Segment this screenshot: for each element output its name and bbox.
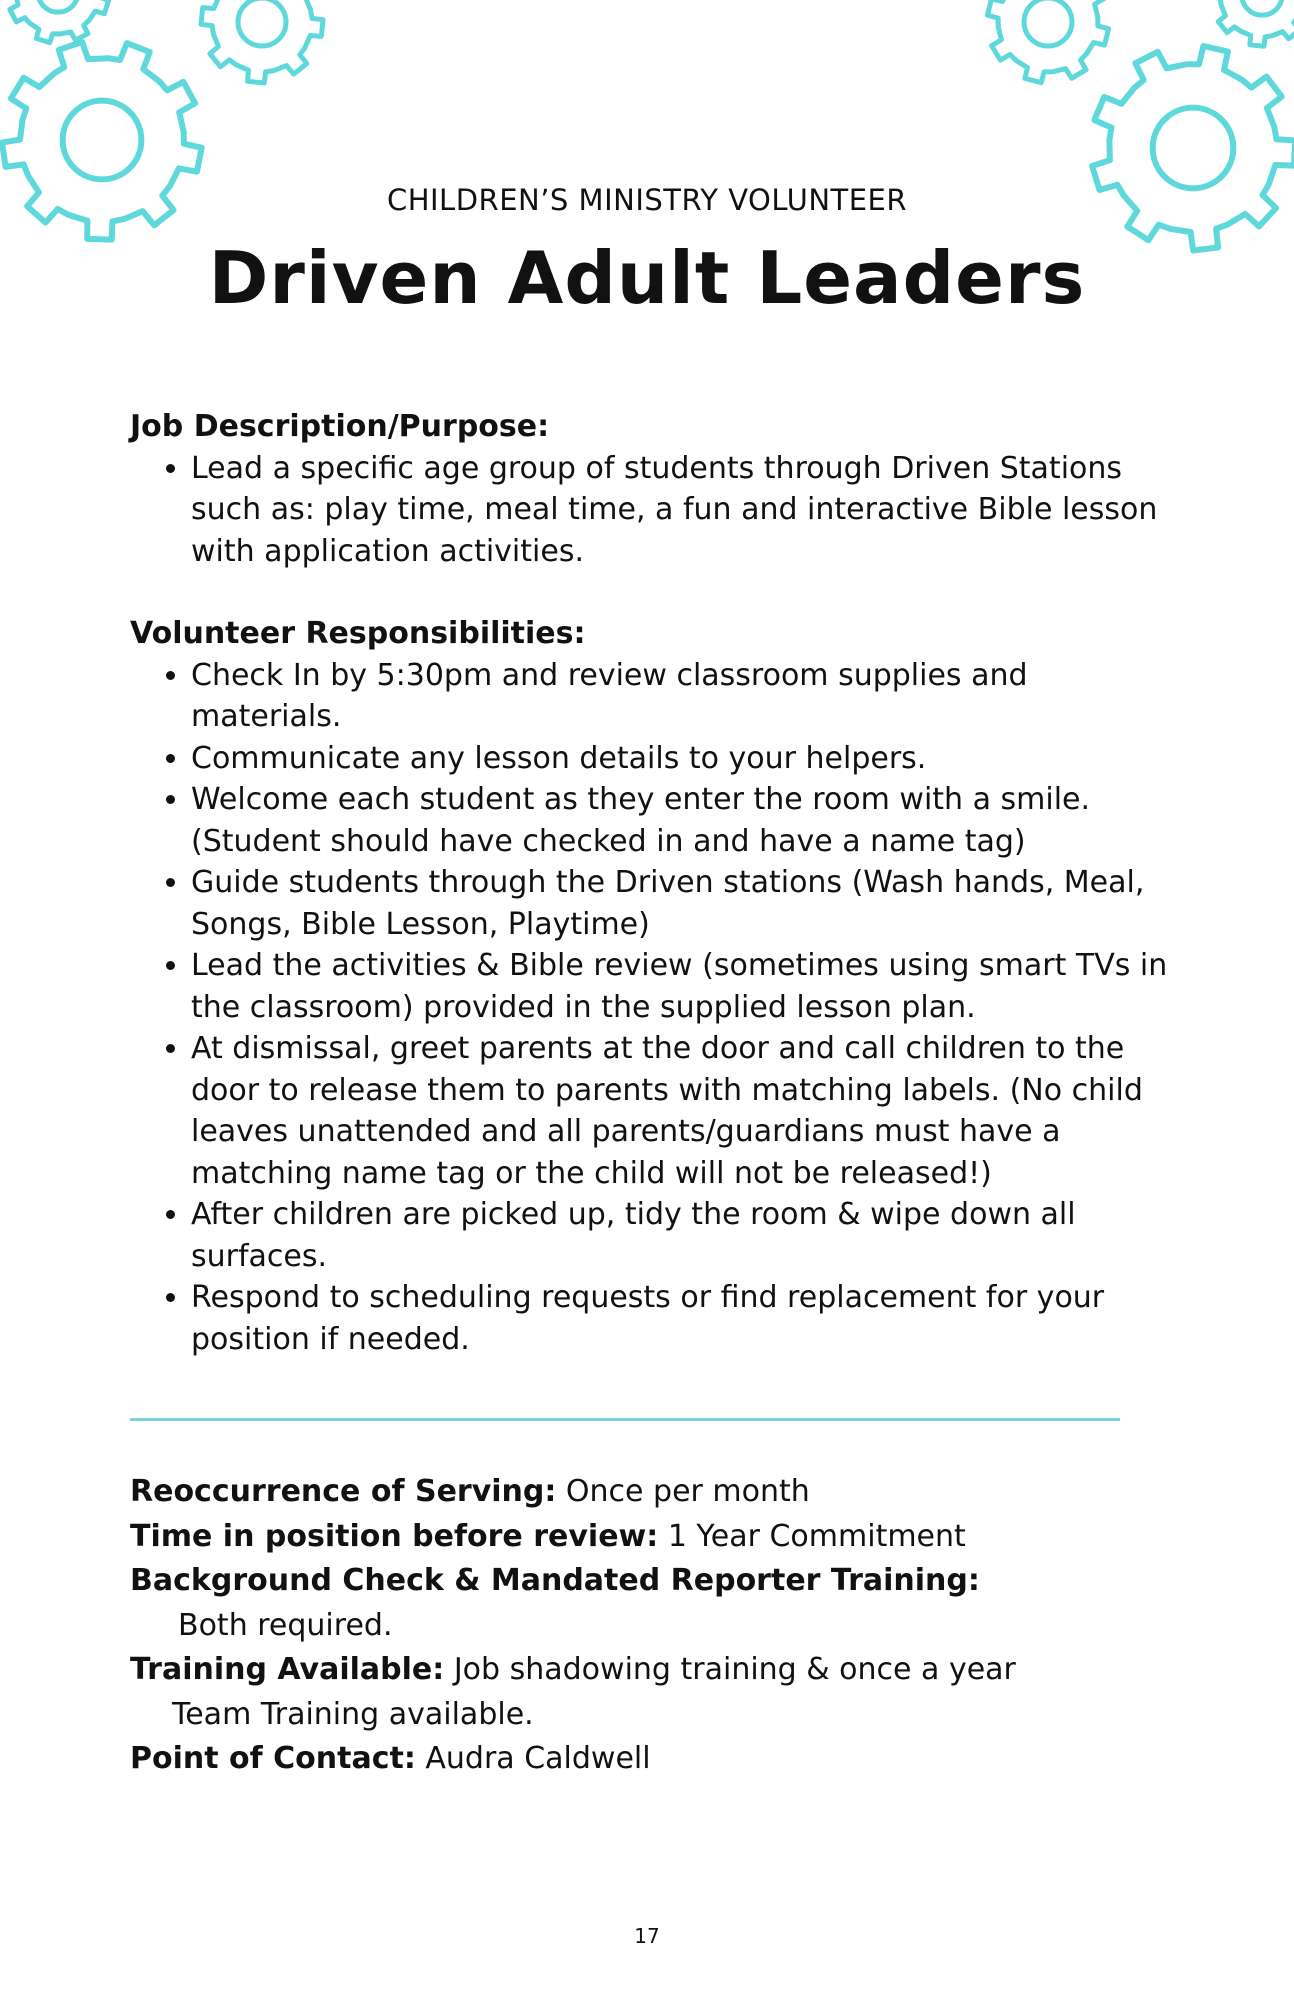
section-divider (130, 1418, 1120, 1421)
job-description-list (130, 448, 1170, 573)
details-section (130, 1470, 1016, 1782)
list-item: • Lead the activities & Bible review (sometimes using smart TVs in the classroom) provided in the supplied lesson plan. (191, 945, 1170, 1028)
training-label: Training Available: (130, 1652, 445, 1687)
review-row (130, 1515, 1016, 1560)
list-item: • At dismissal, greet parents at the door and call children to the door to release them to parents with matching labels. (No child leaves unattended and all parents/guardians must have a matching name tag or the child will not be released!) (191, 1028, 1170, 1194)
reoccurrence-value: Once per month (565, 1474, 810, 1509)
responsibilities-heading: Volunteer Responsibilities: (130, 616, 586, 651)
background-label: Background Check & Mandated Reporter Training: (130, 1563, 980, 1598)
responsibilities-list (130, 655, 1170, 1361)
gear-icon (201, 0, 323, 83)
background-value: Both required. (178, 1607, 393, 1643)
page-title: Driven Adult Leaders (208, 236, 1086, 320)
list-item: • Guide students through the Driven stations (Wash hands, Meal, Songs, Bible Lesson, Playtime) (191, 862, 1170, 945)
contact-row (130, 1737, 1016, 1782)
review-value: 1 Year Commitment (667, 1518, 966, 1554)
gear-icon (987, 0, 1108, 83)
gear-icon (7, 0, 108, 43)
review-label: Time in position before review: (130, 1518, 659, 1554)
background-row (130, 1559, 1016, 1604)
training-value: Job shadowing training & once a year (453, 1652, 1016, 1687)
page-eyebrow: CHILDREN’S MINISTRY VOLUNTEER (386, 183, 908, 217)
reoccurrence-row (130, 1470, 1016, 1515)
page-number: 17 (634, 1924, 660, 1948)
contact-value: Audra Caldwell (425, 1741, 651, 1776)
gear-icon (1092, 46, 1294, 251)
training-row (130, 1648, 1016, 1693)
list-item: • Respond to scheduling requests or find replacement for your position if needed. (191, 1277, 1170, 1360)
training-value-continued: Team Training available. (172, 1696, 534, 1732)
reoccurrence-label: Reoccurrence of Serving: (130, 1474, 557, 1509)
gear-icon (1211, 0, 1294, 46)
list-item: • Communicate any lesson details to your helpers. (191, 738, 1170, 780)
contact-label: Point of Contact: (130, 1741, 416, 1776)
list-item: • Lead a specific age group of students through Driven Stations such as: play time, meal time, a fun and interactive Bible lesson with application activities. (191, 448, 1170, 573)
list-item: • After children are picked up, tidy the room & wipe down all surfaces. (191, 1194, 1170, 1277)
list-item: • Check In by 5:30pm and review classroom supplies and materials. (191, 655, 1170, 738)
job-description-heading: Job Description/Purpose: (130, 409, 550, 444)
main-content (130, 406, 1170, 1401)
list-item: • Welcome each student as they enter the room with a smile. (Student should have checked in and have a name tag) (191, 779, 1170, 862)
